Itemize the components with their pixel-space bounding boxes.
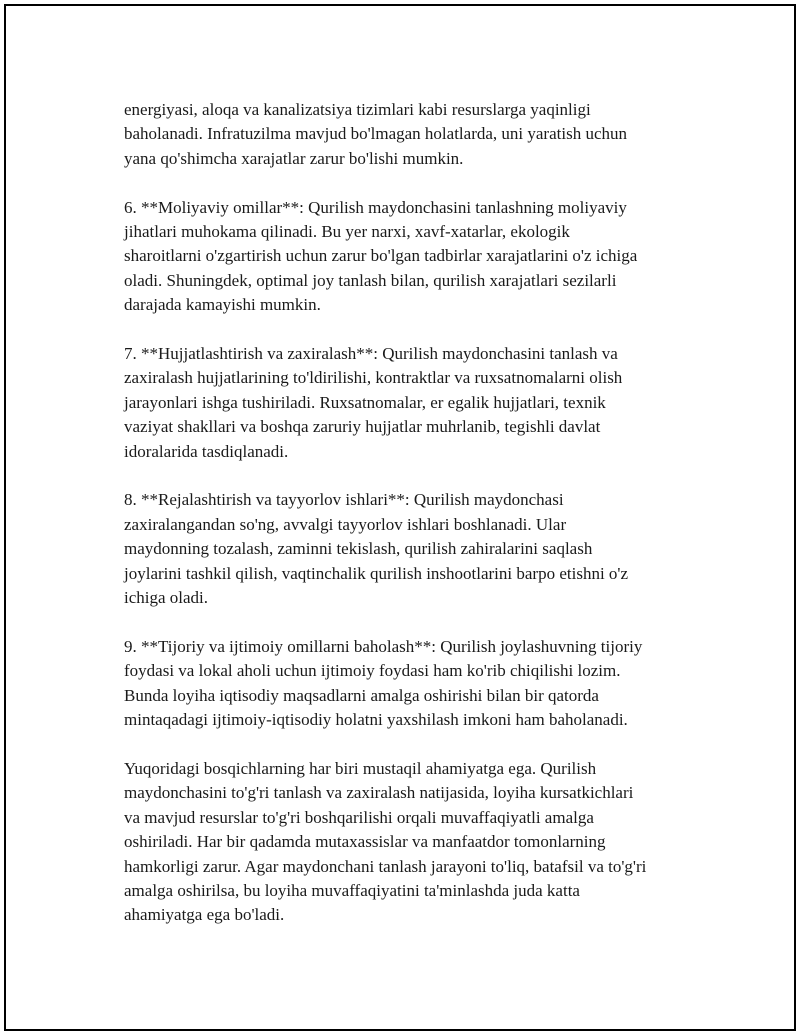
text-line: Bunda loyiha iqtisodiy maqsadlarni amalga oshirishi bilan bir qatorda bbox=[124, 685, 599, 705]
text-line: sharoitlarni o'zgartirish uchun zarur bo'lgan tadbirlar xarajatlarini o'z ichiga bbox=[124, 246, 638, 266]
text-line: oladi. Shuningdek, optimal joy tanlash bilan, qurilish xarajatlari sezilarli bbox=[124, 270, 617, 290]
text-line: baholanadi. Infratuzilma mavjud bo'lmagan holatlarda, uni yaratish uchun bbox=[124, 124, 627, 144]
text-line: 8. **Rejalashtirish va tayyorlov ishlari**: Qurilish maydonchasi bbox=[124, 490, 564, 510]
paragraph-conclusion bbox=[124, 757, 704, 928]
text-line: maydonning tozalash, zaminni tekislash, qurilish zahiralarini saqlash bbox=[124, 539, 593, 559]
text-line: idoralarida tasdiqlanadi. bbox=[124, 441, 289, 461]
paragraph-section-6 bbox=[124, 196, 704, 318]
text-line: ichiga oladi. bbox=[124, 588, 209, 608]
text-line: 7. **Hujjatlashtirish va zaxiralash**: Qurilish maydonchasini tanlash va bbox=[124, 344, 618, 364]
paragraph-section-8 bbox=[124, 488, 704, 610]
text-line: amalga oshirilsa, bu loyiha muvaffaqiyatini ta'minlashda juda katta bbox=[124, 880, 580, 900]
text-line: zaxiralash hujjatlarining to'ldirilishi, kontraktlar va ruxsatnomalarni olish bbox=[124, 368, 623, 388]
text-line: darajada kamayishi mumkin. bbox=[124, 295, 321, 315]
document-body bbox=[124, 98, 704, 928]
text-line: ahamiyatga ega bo'ladi. bbox=[124, 905, 285, 925]
text-line: Yuqoridagi bosqichlarning har biri mustaqil ahamiyatga ega. Qurilish bbox=[124, 758, 597, 778]
text-line: 6. **Moliyaviy omillar**: Qurilish maydonchasini tanlashning moliyaviy bbox=[124, 197, 627, 217]
text-line: jihatlari muhokama qilinadi. Bu yer narxi, xavf-xatarlar, ekologik bbox=[124, 222, 570, 242]
text-line: jarayonlari ishga tushiriladi. Ruxsatnomalar, er egalik hujjatlari, texnik bbox=[124, 392, 606, 412]
text-line: joylarini tashkil qilish, vaqtinchalik qurilish inshootlarini barpo etishni o'z bbox=[124, 563, 629, 583]
text-line: maydonchasini to'g'ri tanlash va zaxiralash natijasida, loyiha kursatkichlari bbox=[124, 783, 634, 803]
text-line: va mavjud resurslar to'g'ri boshqarilishi orqali muvaffaqiyatli amalga bbox=[124, 807, 594, 827]
text-line: zaxiralangandan so'ng, avvalgi tayyorlov ishlari boshlanadi. Ular bbox=[124, 514, 567, 534]
text-line: oshiriladi. Har bir qadamda mutaxassislar va manfaatdor tomonlarning bbox=[124, 832, 606, 852]
paragraph-section-7 bbox=[124, 342, 704, 464]
paragraph-section-9 bbox=[124, 635, 704, 733]
text-line: foydasi va lokal aholi uchun ijtimoiy foydasi ham ko'rib chiqilishi lozim. bbox=[124, 661, 621, 681]
text-line: 9. **Tijoriy va ijtimoiy omillarni baholash**: Qurilish joylashuvning tijoriy bbox=[124, 636, 643, 656]
text-line: mintaqadagi ijtimoiy-iqtisodiy holatni yaxshilash imkoni ham baholanadi. bbox=[124, 710, 628, 730]
text-line: hamkorligi zarur. Agar maydonchani tanlash jarayoni to'liq, batafsil va to'g'ri bbox=[124, 856, 647, 876]
text-line: vaziyat shakllari va boshqa zaruriy hujjatlar muhrlanib, tegishli davlat bbox=[124, 417, 601, 437]
text-line: yana qo'shimcha xarajatlar zarur bo'lishi mumkin. bbox=[124, 148, 464, 168]
paragraph-intro-continued bbox=[124, 98, 704, 171]
text-line: energiyasi, aloqa va kanalizatsiya tizimlari kabi resurslarga yaqinligi bbox=[124, 100, 591, 119]
page-frame bbox=[4, 4, 796, 1031]
